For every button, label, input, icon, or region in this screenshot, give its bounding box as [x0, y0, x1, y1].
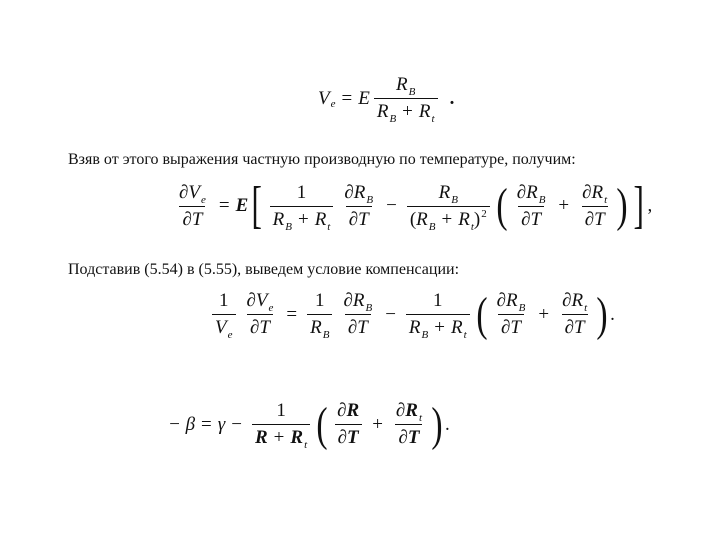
eq3-drb-sub: B: [365, 302, 373, 314]
eq3-dt-c: ∂T: [498, 314, 524, 339]
eq3-one-b: 1: [315, 290, 325, 311]
eq2-dve: ∂V: [179, 181, 200, 203]
eq2-drb-d: ∂R: [516, 181, 538, 203]
eq4-plus-b: +: [372, 413, 383, 435]
eq3-one-c: 1: [433, 290, 443, 311]
eq1-period: .: [449, 87, 455, 109]
eq2-left-paren: (: [496, 179, 508, 232]
eq3-left-paren: (: [476, 287, 488, 341]
eq1-num-r: R: [396, 74, 408, 95]
eq3-frac-one-rb: [307, 290, 332, 339]
eq2-rt-sub: t: [327, 220, 331, 233]
eq3-plus-b: +: [538, 303, 550, 325]
eq3-right-paren: ): [596, 287, 608, 341]
eq4-plus-a: +: [273, 427, 285, 448]
eq1-den-sub2: t: [431, 113, 435, 125]
equation-ve: [318, 74, 454, 123]
eq3-dt-b: ∂T: [345, 314, 371, 339]
eq2-rb: R: [272, 208, 285, 230]
eq3-drb-2-sub: B: [518, 302, 526, 314]
eq4-rt: R: [290, 427, 304, 448]
eq2-rb-c-sub: B: [451, 193, 458, 206]
eq2-right-paren: ): [616, 179, 628, 232]
eq1-equals: =: [341, 87, 353, 109]
eq3-drb-2: ∂R: [496, 290, 518, 311]
eq3-period: .: [610, 303, 615, 325]
equation-compensation: [208, 287, 615, 341]
eq1-den-sub1: B: [389, 113, 397, 125]
eq2-drb-sub: B: [366, 193, 374, 206]
eq4-period: .: [445, 413, 450, 435]
eq4-right-paren: ): [431, 397, 443, 451]
eq1-num-sub: B: [408, 86, 416, 98]
eq2-dt-d: ∂T: [518, 206, 544, 231]
eq3-drb: ∂R: [343, 290, 365, 311]
eq4-drt-sub: t: [418, 412, 423, 424]
eq2-drb: ∂R: [344, 181, 366, 203]
eq2-square: 2: [481, 207, 487, 220]
eq1-plus: +: [402, 101, 413, 122]
eq3-frac-drb-dt: [340, 290, 375, 339]
eq3-rt-sub: t: [463, 329, 467, 341]
eq3-equals: =: [286, 303, 298, 325]
eq3-rt: R: [450, 317, 463, 338]
eq2-rb-d: R: [416, 208, 428, 230]
eq2-minus: −: [386, 195, 397, 216]
eq2-drt-sub: t: [604, 193, 608, 206]
eq3-rb-c-sub: B: [421, 329, 429, 341]
eq3-ve: V: [215, 317, 227, 338]
eq3-frac-drb-dt-2: [494, 290, 529, 339]
eq2-lhs-fraction: [176, 182, 209, 231]
eq2-plus-a: +: [297, 208, 309, 230]
eq3-rb-c: R: [408, 317, 421, 338]
eq2-dve-sub: e: [201, 193, 206, 206]
eq1-fraction: [374, 74, 438, 123]
eq2-rt-d-sub: t: [470, 220, 474, 233]
eq2-rb-sub: B: [285, 220, 292, 233]
eq2-drt: ∂R: [582, 181, 604, 203]
eq3-dt: ∂T: [247, 314, 273, 339]
eq1-ve-subscript: e: [330, 97, 336, 110]
eq2-one: 1: [296, 181, 307, 203]
eq2-comma: ,: [647, 195, 653, 216]
paragraph-substitution: Подставив (5.54) в (5.55), выведем условие компенсации:: [68, 261, 460, 278]
eq2-right-bracket: ]: [633, 177, 645, 234]
eq2-equals: =: [218, 195, 230, 216]
eq4-equals: =: [201, 413, 212, 435]
eq2-frac-b: [341, 182, 376, 231]
eq3-minus: −: [385, 303, 396, 325]
eq4-frac-one-sum: [252, 400, 310, 449]
eq4-minus: −: [231, 413, 242, 435]
eq3-rb-sub: B: [322, 329, 330, 341]
eq4-one: 1: [276, 400, 286, 421]
eq4-dt-b: ∂T: [395, 424, 422, 449]
eq1-den-r2: R: [418, 101, 431, 122]
eq3-ve-sub: e: [227, 329, 233, 341]
eq4-gamma: γ: [217, 413, 226, 435]
equation-derivative: [172, 177, 653, 234]
eq2-dt: ∂T: [179, 206, 205, 231]
eq4-minus-beta: − β: [168, 413, 196, 435]
eq3-plus-a: +: [434, 317, 445, 338]
eq3-frac-dve-dt: [244, 290, 277, 339]
eq4-dr: ∂R: [337, 400, 360, 421]
eq3-drt-sub: t: [584, 302, 588, 314]
eq2-rb-d-sub: B: [428, 220, 436, 233]
eq3-dve-sub: e: [268, 302, 274, 314]
paragraph-derivative: Взяв от этого выражения частную производную по температуре, получим:: [68, 151, 576, 168]
eq3-dt-d: ∂T: [562, 314, 588, 339]
eq1-ve-symbol: V: [318, 87, 330, 109]
eq2-plus-b: +: [441, 208, 453, 230]
eq1-den-r1: R: [376, 101, 389, 122]
eq4-left-paren: (: [316, 397, 328, 451]
eq4-drt: ∂R: [395, 400, 418, 421]
eq4-rt-sub: t: [304, 439, 308, 451]
eq2-frac-e: [579, 182, 610, 231]
eq2-frac-c: $\frac{R_B}{(R_B + R_t)^2}$: [407, 182, 490, 231]
eq3-one: 1: [219, 290, 229, 311]
eq2-frac-d: [514, 182, 549, 231]
eq2-rt-d: R: [458, 208, 470, 230]
eq4-frac-dr-dt: [334, 400, 362, 449]
eq2-rb-c: R: [438, 181, 451, 203]
eq3-frac-one-sum: [406, 290, 470, 339]
eq3-frac-drt-dt: [559, 290, 590, 339]
eq4-r: R: [254, 427, 268, 448]
eq4-frac-drt-dt: [393, 400, 425, 449]
eq2-dt-e: ∂T: [582, 206, 608, 231]
eq2-left-bracket: [: [251, 177, 263, 234]
eq1-e-symbol: E: [358, 87, 370, 109]
eq3-dve: ∂V: [246, 290, 268, 311]
eq2-rt: R: [314, 208, 327, 230]
eq2-dt-b: ∂T: [346, 206, 372, 231]
eq3-drt: ∂R: [562, 290, 584, 311]
eq3-rb: R: [310, 317, 322, 338]
eq2-drb-d-sub: B: [538, 193, 546, 206]
eq2-frac-a: [270, 182, 334, 231]
eq2-e-symbol: E: [235, 195, 249, 216]
equation-beta-gamma: [168, 397, 450, 451]
eq4-dt: ∂T: [335, 424, 362, 449]
eq2-plus-c: +: [558, 195, 570, 216]
eq3-frac-one-ve: [212, 290, 236, 339]
